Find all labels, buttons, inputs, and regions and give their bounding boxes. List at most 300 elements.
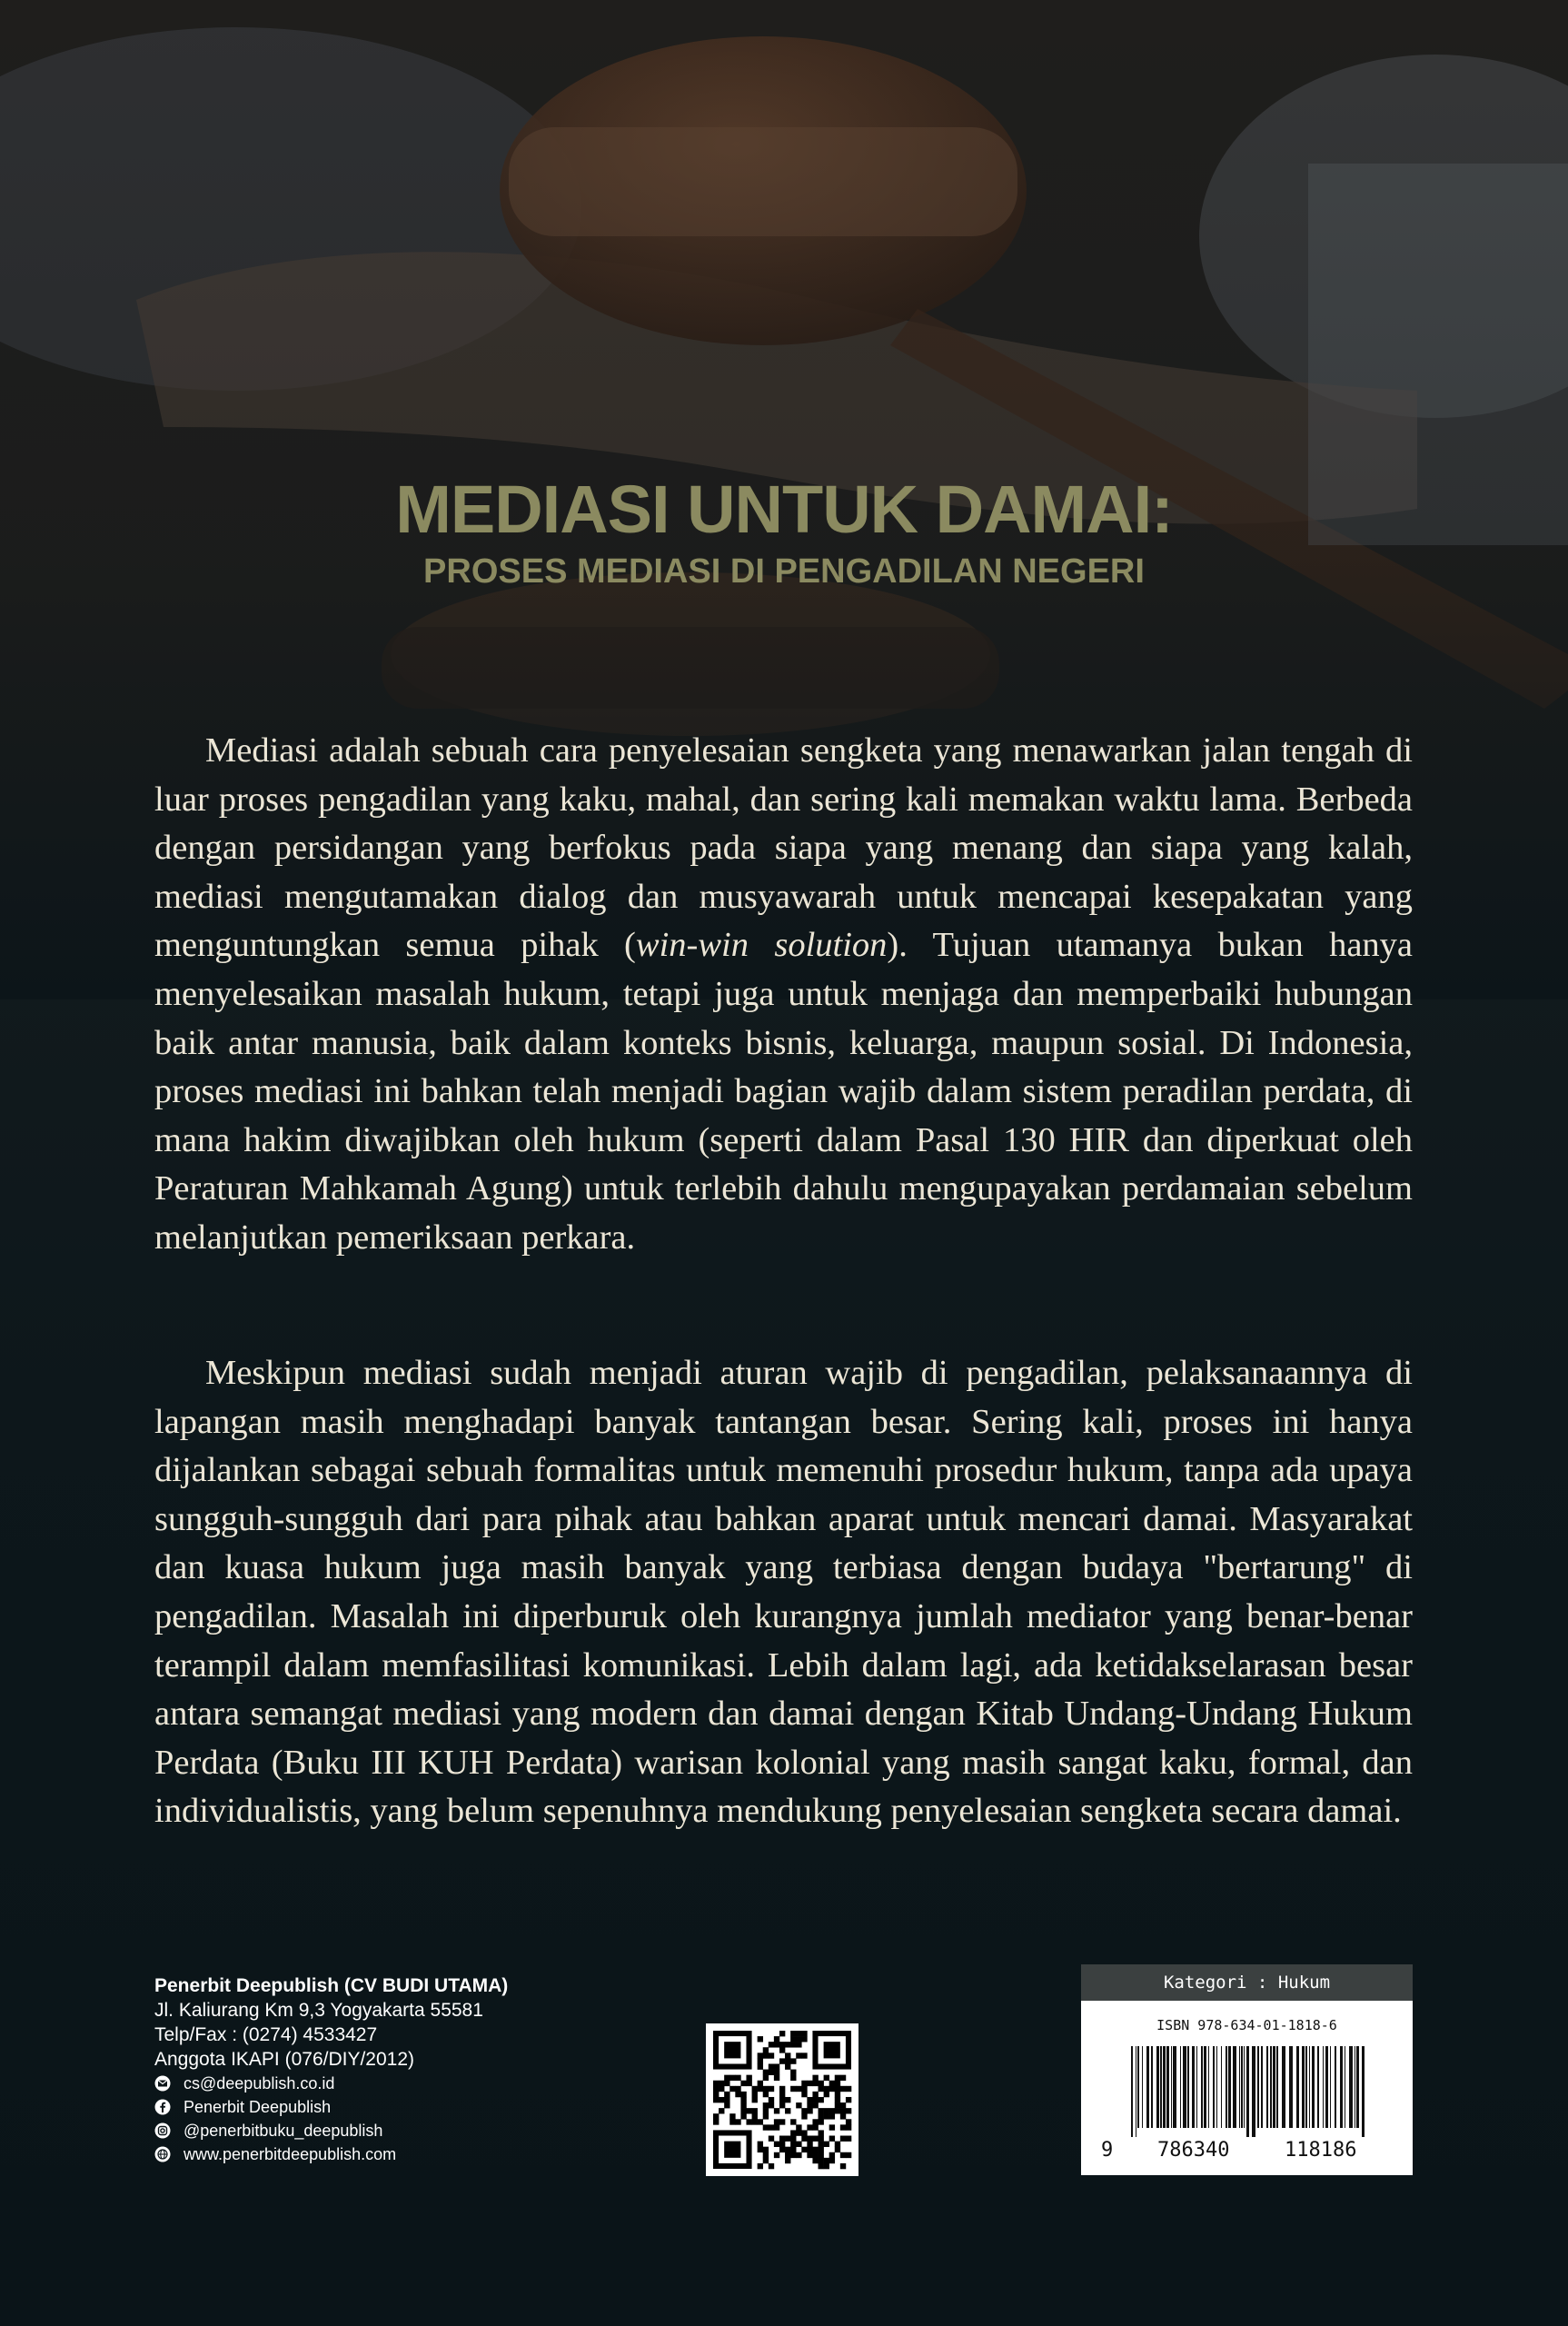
qr-module bbox=[713, 2113, 719, 2119]
barcode-bar bbox=[1213, 2046, 1215, 2128]
qr-module bbox=[840, 2108, 846, 2113]
barcode-bar bbox=[1166, 2046, 1169, 2128]
qr-module bbox=[835, 2081, 840, 2086]
qr-module bbox=[812, 2152, 818, 2158]
website-text[interactable]: www.penerbitdeepublish.com bbox=[184, 2145, 397, 2163]
qr-module bbox=[835, 2147, 840, 2152]
qr-module bbox=[785, 2108, 790, 2113]
qr-module bbox=[758, 2058, 763, 2063]
qr-module bbox=[746, 2081, 751, 2086]
publisher-phone: Telp/Fax : (0274) 4533427 bbox=[154, 2024, 378, 2045]
qr-module bbox=[779, 2142, 785, 2147]
qr-module bbox=[812, 2075, 818, 2081]
qr-module bbox=[801, 2081, 807, 2086]
qr-module bbox=[779, 2047, 785, 2053]
barcode-bar bbox=[1312, 2046, 1315, 2128]
qr-module bbox=[740, 2108, 746, 2113]
publisher-address: Jl. Kaliurang Km 9,3 Yogyakarta 55581 bbox=[154, 2000, 483, 2021]
qr-module bbox=[812, 2147, 818, 2152]
qr-module bbox=[779, 2031, 785, 2036]
qr-module bbox=[790, 2136, 796, 2142]
barcode-bar bbox=[1156, 2046, 1159, 2128]
barcode-bar bbox=[1142, 2046, 1143, 2128]
qr-module bbox=[758, 2142, 763, 2147]
barcode-bar bbox=[1270, 2046, 1272, 2128]
qr-module bbox=[819, 2152, 824, 2158]
qr-module bbox=[807, 2108, 812, 2113]
barcode-bar bbox=[1317, 2046, 1319, 2128]
qr-module bbox=[796, 2152, 801, 2158]
qr-module bbox=[785, 2058, 790, 2063]
qr-module bbox=[819, 2113, 824, 2119]
qr-module bbox=[779, 2119, 785, 2124]
barcode-bar bbox=[1196, 2046, 1197, 2128]
qr-module bbox=[758, 2081, 763, 2086]
barcode-bar bbox=[1325, 2046, 1328, 2128]
barcode-bar bbox=[1273, 2046, 1275, 2128]
qr-module bbox=[724, 2097, 729, 2102]
qr-module bbox=[840, 2086, 846, 2092]
qr-module bbox=[790, 2142, 796, 2147]
qr-module bbox=[729, 2086, 735, 2092]
barcode-bar bbox=[1362, 2046, 1365, 2137]
instagram-icon bbox=[154, 2122, 171, 2139]
qr-module bbox=[801, 2031, 807, 2036]
qr-module bbox=[774, 2142, 779, 2147]
qr-module bbox=[824, 2086, 829, 2092]
qr-module bbox=[785, 2147, 790, 2152]
qr-module bbox=[774, 2036, 779, 2042]
contact-email bbox=[154, 2072, 508, 2095]
barcode-bar bbox=[1266, 2046, 1268, 2128]
qr-module bbox=[807, 2147, 812, 2152]
qr-module bbox=[801, 2108, 807, 2113]
publisher-membership: Anggota IKAPI (076/DIY/2012) bbox=[154, 2049, 415, 2070]
qr-module bbox=[779, 2097, 785, 2102]
qr-module bbox=[752, 2119, 758, 2124]
qr-module bbox=[785, 2158, 790, 2163]
facebook-icon bbox=[154, 2099, 171, 2115]
qr-module bbox=[824, 2075, 829, 2081]
qr-module bbox=[807, 2152, 812, 2158]
paragraph-1-text-start: Mediasi adalah sebuah cara penyelesaian sengketa yang menawarkan jalan tengah di luar proses pengadilan yang kaku, mahal, dan sering kali memakan waktu lama. Berbeda dengan persidangan yang berfokus pada siapa yang menang dan siapa yang kalah, mediasi mengutamakan dialog dan musyawarah untuk mencapai kesepakatan yang menguntungkan semua pihak ( bbox=[154, 731, 1413, 965]
qr-module bbox=[829, 2136, 835, 2142]
qr-module bbox=[752, 2108, 758, 2113]
qr-module bbox=[758, 2053, 763, 2058]
qr-module bbox=[769, 2124, 774, 2130]
barcode-bar bbox=[1244, 2046, 1245, 2128]
barcode-bar bbox=[1221, 2046, 1222, 2128]
qr-module bbox=[719, 2081, 724, 2086]
barcode-bar bbox=[1239, 2046, 1240, 2128]
barcode-bar bbox=[1187, 2046, 1189, 2128]
qr-module bbox=[769, 2053, 774, 2058]
qr-module bbox=[846, 2108, 851, 2113]
qr-module bbox=[801, 2113, 807, 2119]
synopsis-paragraph-2: Meskipun mediasi sudah menjadi aturan wajib di pengadilan, pelaksanaannya di lapangan masih menghadapi banyak tantangan besar. Sering kali, proses ini hanya dijalankan sebagai sebuah formalitas untuk memenuhi prosedur hukum, tanpa ada upaya sungguh-sungguh dari para pihak atau bahkan aparat untuk mencari damai. Masyarakat dan kuasa hukum juga masih banyak yang terbiasa dengan budaya "bertarung" di pengadilan. Masalah ini diperburuk oleh kurangnya jumlah mediator yang benar-benar terampil dalam memfasilitasi komunikasi. Lebih dalam lagi, ada ketidakselarasan besar antara semangat mediasi yang modern dan damai dengan Kitab Undang-Undang Hukum Perdata (Buku III KUH Perdata) warisan kolonial yang masih sangat kaku, formal, dan individualistis, yang belum sepenuhnya mendukung penyelesaian sengketa secara damai. bbox=[154, 1354, 1413, 1831]
barcode-bar bbox=[1180, 2046, 1181, 2128]
qr-module bbox=[740, 2097, 746, 2102]
barcode-digits-group-2: 118186 bbox=[1285, 2139, 1357, 2162]
qr-module bbox=[807, 2142, 812, 2147]
qr-module bbox=[812, 2119, 818, 2124]
qr-module bbox=[790, 2147, 796, 2152]
barcode-bar bbox=[1340, 2046, 1343, 2128]
qr-module bbox=[819, 2108, 824, 2113]
qr-module bbox=[819, 2142, 824, 2147]
qr-module bbox=[758, 2163, 763, 2169]
barcode-bar bbox=[1204, 2046, 1206, 2128]
isbn-barcode bbox=[1131, 2046, 1369, 2137]
qr-module bbox=[840, 2163, 846, 2169]
facebook-text[interactable]: Penerbit Deepublish bbox=[184, 2098, 332, 2116]
barcode-bar bbox=[1173, 2046, 1176, 2128]
publisher-name: Penerbit Deepublish (CV BUDI UTAMA) bbox=[154, 1975, 509, 1996]
qr-module bbox=[807, 2097, 812, 2102]
qr-module bbox=[790, 2152, 796, 2158]
qr-module bbox=[785, 2063, 790, 2069]
qr-module bbox=[829, 2158, 835, 2163]
qr-module bbox=[746, 2108, 751, 2113]
barcode-bar bbox=[1309, 2046, 1310, 2128]
qr-module bbox=[758, 2036, 763, 2042]
barcode-bar bbox=[1160, 2046, 1162, 2128]
qr-module bbox=[829, 2113, 835, 2119]
barcode-bar bbox=[1276, 2046, 1278, 2128]
synopsis-paragraph-1 bbox=[154, 727, 1413, 1263]
qr-module bbox=[779, 2086, 785, 2092]
qr-module bbox=[769, 2163, 774, 2169]
qr-finder-pattern bbox=[724, 2042, 740, 2058]
qr-module bbox=[846, 2136, 851, 2142]
qr-module bbox=[796, 2036, 801, 2042]
barcode-bar bbox=[1252, 2046, 1255, 2137]
qr-module bbox=[740, 2081, 746, 2086]
qr-module bbox=[807, 2136, 812, 2142]
qr-module bbox=[752, 2092, 758, 2097]
barcode-bar bbox=[1146, 2046, 1149, 2128]
qr-module bbox=[785, 2042, 790, 2047]
qr-module bbox=[846, 2086, 851, 2092]
qr-module bbox=[769, 2042, 774, 2047]
qr-module bbox=[790, 2058, 796, 2063]
qr-module bbox=[807, 2081, 812, 2086]
isbn-block bbox=[1081, 1964, 1413, 2175]
qr-module bbox=[790, 2036, 796, 2042]
qr-module bbox=[835, 2108, 840, 2113]
barcode-bar bbox=[1305, 2046, 1307, 2128]
qr-module bbox=[769, 2102, 774, 2108]
qr-module bbox=[763, 2152, 769, 2158]
qr-module bbox=[824, 2108, 829, 2113]
qr-module bbox=[763, 2086, 769, 2092]
qr-module bbox=[779, 2042, 785, 2047]
qr-module bbox=[769, 2097, 774, 2102]
qr-module bbox=[785, 2136, 790, 2142]
qr-module bbox=[774, 2070, 779, 2075]
qr-module bbox=[779, 2092, 785, 2097]
category-label: Kategori : Hukum bbox=[1081, 1964, 1413, 2001]
qr-module bbox=[840, 2124, 846, 2130]
qr-module bbox=[763, 2113, 769, 2119]
qr-module bbox=[719, 2108, 724, 2113]
qr-module bbox=[763, 2108, 769, 2113]
barcode-bar bbox=[1163, 2046, 1166, 2128]
qr-module bbox=[729, 2075, 735, 2081]
qr-module bbox=[769, 2063, 774, 2069]
qr-module bbox=[807, 2102, 812, 2108]
qr-module bbox=[735, 2086, 740, 2092]
qr-module bbox=[774, 2042, 779, 2047]
book-subtitle: PROSES MEDIASI DI PENGADILAN NEGERI bbox=[423, 552, 1145, 591]
qr-module bbox=[796, 2042, 801, 2047]
qr-module bbox=[735, 2119, 740, 2124]
qr-code[interactable] bbox=[706, 2023, 858, 2176]
qr-module bbox=[790, 2086, 796, 2092]
qr-module bbox=[758, 2086, 763, 2092]
qr-module bbox=[763, 2158, 769, 2163]
qr-module bbox=[735, 2092, 740, 2097]
qr-module bbox=[824, 2113, 829, 2119]
qr-module bbox=[769, 2086, 774, 2092]
barcode-digits-group-1: 786340 bbox=[1157, 2139, 1230, 2162]
qr-module bbox=[846, 2124, 851, 2130]
qr-module bbox=[796, 2130, 801, 2135]
qr-module bbox=[796, 2053, 801, 2058]
qr-module bbox=[846, 2152, 851, 2158]
qr-module bbox=[819, 2163, 824, 2169]
qr-module bbox=[713, 2086, 719, 2092]
qr-module bbox=[819, 2147, 824, 2152]
qr-module bbox=[740, 2092, 746, 2097]
qr-module bbox=[774, 2075, 779, 2081]
qr-module bbox=[807, 2124, 812, 2130]
qr-module bbox=[829, 2152, 835, 2158]
barcode-bar bbox=[1228, 2046, 1231, 2128]
qr-module bbox=[840, 2136, 846, 2142]
qr-module bbox=[779, 2147, 785, 2152]
barcode-bar bbox=[1323, 2046, 1324, 2128]
qr-module bbox=[846, 2097, 851, 2102]
qr-module bbox=[846, 2119, 851, 2124]
barcode-bar bbox=[1226, 2046, 1227, 2128]
qr-module bbox=[829, 2086, 835, 2092]
qr-module bbox=[796, 2086, 801, 2092]
qr-module bbox=[819, 2086, 824, 2092]
barcode-bar bbox=[1356, 2046, 1359, 2128]
qr-module bbox=[812, 2136, 818, 2142]
barcode-bar bbox=[1296, 2046, 1299, 2128]
qr-module bbox=[774, 2152, 779, 2158]
email-text[interactable]: cs@deepublish.co.id bbox=[184, 2074, 335, 2092]
qr-module bbox=[746, 2119, 751, 2124]
qr-module bbox=[774, 2108, 779, 2113]
qr-module bbox=[790, 2075, 796, 2081]
qr-module bbox=[801, 2036, 807, 2042]
barcode-bar bbox=[1131, 2046, 1133, 2137]
barcode-bar bbox=[1216, 2046, 1217, 2128]
qr-module bbox=[774, 2124, 779, 2130]
qr-module bbox=[812, 2102, 818, 2108]
barcode-bar bbox=[1183, 2046, 1186, 2128]
qr-module bbox=[840, 2102, 846, 2108]
qr-module bbox=[819, 2158, 824, 2163]
qr-module bbox=[729, 2113, 735, 2119]
barcode-bar bbox=[1257, 2046, 1259, 2128]
qr-module bbox=[752, 2086, 758, 2092]
barcode-bar bbox=[1192, 2046, 1195, 2128]
qr-module bbox=[779, 2136, 785, 2142]
contact-instagram bbox=[154, 2119, 508, 2142]
barcode-bar bbox=[1233, 2046, 1236, 2128]
barcode-bar bbox=[1241, 2046, 1243, 2128]
qr-module bbox=[713, 2119, 719, 2124]
barcode-bar bbox=[1151, 2046, 1153, 2128]
qr-module bbox=[763, 2047, 769, 2053]
qr-module bbox=[801, 2092, 807, 2097]
qr-module bbox=[740, 2102, 746, 2108]
qr-module bbox=[763, 2075, 769, 2081]
qr-module bbox=[824, 2092, 829, 2097]
qr-module bbox=[713, 2081, 719, 2086]
qr-module bbox=[763, 2070, 769, 2075]
barcode-bar bbox=[1171, 2046, 1172, 2128]
qr-module bbox=[819, 2136, 824, 2142]
qr-module bbox=[819, 2097, 824, 2102]
qr-module bbox=[790, 2070, 796, 2075]
barcode-panel bbox=[1081, 2001, 1413, 2175]
qr-module bbox=[790, 2042, 796, 2047]
qr-module bbox=[724, 2102, 729, 2108]
isbn-number: ISBN 978-634-01-1818-6 bbox=[1156, 2017, 1337, 2033]
qr-module bbox=[819, 2119, 824, 2124]
qr-module bbox=[835, 2086, 840, 2092]
qr-module bbox=[835, 2102, 840, 2108]
qr-module bbox=[829, 2081, 835, 2086]
qr-module bbox=[790, 2119, 796, 2124]
qr-module bbox=[819, 2130, 824, 2135]
qr-finder-pattern bbox=[824, 2042, 840, 2058]
publisher-info bbox=[154, 1973, 508, 2166]
barcode-bar bbox=[1137, 2046, 1139, 2128]
contact-website bbox=[154, 2142, 508, 2166]
qr-module bbox=[719, 2086, 724, 2092]
barcode-digit-first: 9 bbox=[1101, 2139, 1114, 2162]
qr-module bbox=[796, 2124, 801, 2130]
qr-module bbox=[724, 2075, 729, 2081]
qr-module bbox=[785, 2152, 790, 2158]
qr-module bbox=[812, 2124, 818, 2130]
qr-module bbox=[796, 2102, 801, 2108]
qr-module bbox=[840, 2113, 846, 2119]
qr-module bbox=[835, 2092, 840, 2097]
qr-module bbox=[785, 2097, 790, 2102]
qr-module bbox=[758, 2147, 763, 2152]
qr-module bbox=[801, 2147, 807, 2152]
qr-module bbox=[801, 2136, 807, 2142]
globe-icon bbox=[154, 2146, 171, 2162]
qr-module bbox=[785, 2053, 790, 2058]
barcode-bar bbox=[1201, 2046, 1203, 2128]
qr-module bbox=[801, 2086, 807, 2092]
barcode-bar bbox=[1335, 2046, 1336, 2128]
qr-module bbox=[812, 2097, 818, 2102]
qr-module bbox=[752, 2113, 758, 2119]
paragraph-1-text-end: ). Tujuan utamanya bukan hanya menyelesaikan masalah hukum, tetapi juga untuk menjaga dan memperbaiki hubungan baik antar manusia, baik dalam konteks bisnis, keluarga, maupun sosial. Di Indonesia, proses mediasi ini bahkan telah menjadi bagian wajib dalam sistem peradilan perdata, di mana hakim diwajibkan oleh hukum (seperti dalam Pasal 130 HIR dan diperkuat oleh Peraturan Mahkamah Agung) untuk terlebih dahulu mengupayakan perdamaian sebelum melanjutkan pemeriksaan perkara. bbox=[154, 926, 1413, 1257]
barcode-bar bbox=[1289, 2046, 1293, 2128]
qr-module bbox=[801, 2130, 807, 2135]
qr-module bbox=[812, 2092, 818, 2097]
qr-module bbox=[796, 2142, 801, 2147]
qr-module bbox=[724, 2081, 729, 2086]
qr-module bbox=[824, 2142, 829, 2147]
qr-module bbox=[752, 2097, 758, 2102]
qr-module bbox=[769, 2070, 774, 2075]
qr-module bbox=[763, 2102, 769, 2108]
qr-module bbox=[824, 2158, 829, 2163]
qr-module bbox=[790, 2031, 796, 2036]
qr-module bbox=[835, 2097, 840, 2102]
barcode-bar bbox=[1208, 2046, 1209, 2128]
barcode-bar bbox=[1349, 2046, 1353, 2128]
contact-facebook bbox=[154, 2095, 508, 2119]
qr-module bbox=[812, 2158, 818, 2163]
qr-module bbox=[774, 2119, 779, 2124]
qr-module bbox=[763, 2147, 769, 2152]
qr-module bbox=[763, 2053, 769, 2058]
qr-module bbox=[835, 2142, 840, 2147]
qr-module bbox=[713, 2092, 719, 2097]
qr-module bbox=[829, 2124, 835, 2130]
qr-module bbox=[819, 2081, 824, 2086]
qr-module bbox=[719, 2097, 724, 2102]
qr-module bbox=[763, 2092, 769, 2097]
qr-module bbox=[824, 2163, 829, 2169]
qr-module bbox=[840, 2152, 846, 2158]
barcode-bar bbox=[1246, 2046, 1249, 2137]
paragraph-1-italic-term: win-win solution bbox=[635, 926, 888, 965]
qr-module bbox=[729, 2119, 735, 2124]
qr-module bbox=[829, 2108, 835, 2113]
barcode-bar bbox=[1330, 2046, 1331, 2128]
instagram-text[interactable]: @penerbitbuku_deepublish bbox=[184, 2122, 383, 2140]
book-title: MEDIASI UNTUK DAMAI: bbox=[395, 472, 1173, 547]
qr-module bbox=[763, 2124, 769, 2130]
qr-module bbox=[724, 2092, 729, 2097]
email-icon bbox=[154, 2075, 171, 2092]
qr-module bbox=[796, 2031, 801, 2036]
qr-module bbox=[740, 2113, 746, 2119]
qr-module bbox=[835, 2075, 840, 2081]
qr-module bbox=[769, 2136, 774, 2142]
qr-module bbox=[801, 2053, 807, 2058]
qr-module bbox=[812, 2081, 818, 2086]
qr-module bbox=[735, 2075, 740, 2081]
barcode-bar bbox=[1282, 2046, 1285, 2128]
qr-module bbox=[840, 2075, 846, 2081]
barcode-bar bbox=[1302, 2046, 1305, 2128]
qr-module bbox=[779, 2102, 785, 2108]
qr-module bbox=[758, 2119, 763, 2124]
qr-finder-pattern bbox=[724, 2142, 740, 2158]
barcode-bar bbox=[1261, 2046, 1263, 2128]
qr-module bbox=[713, 2097, 719, 2102]
qr-module bbox=[774, 2063, 779, 2069]
qr-module bbox=[746, 2075, 751, 2081]
qr-module bbox=[758, 2063, 763, 2069]
qr-module bbox=[790, 2130, 796, 2135]
qr-module bbox=[779, 2058, 785, 2063]
